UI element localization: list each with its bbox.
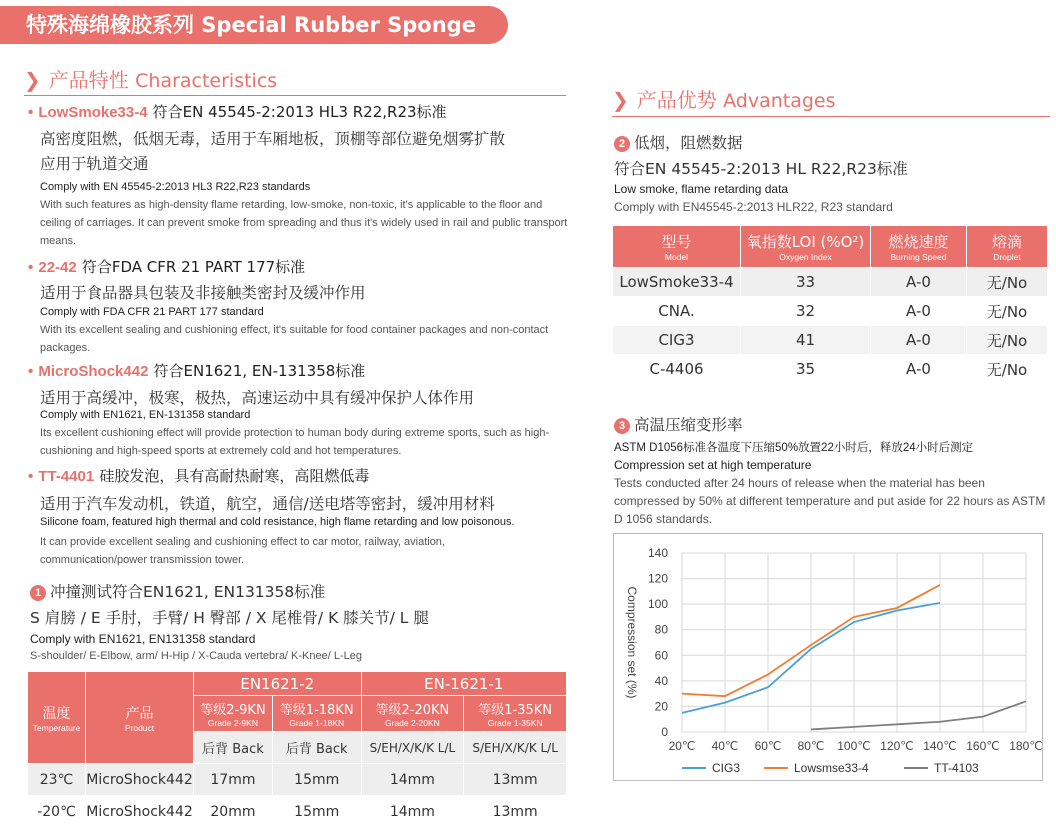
table-row: [613, 326, 1048, 355]
table-row: [613, 268, 1048, 297]
header-model: [613, 226, 741, 268]
x-tick-label: 60℃: [754, 739, 782, 753]
table-cell: CNA.: [613, 297, 741, 326]
y-tick-label: 140: [647, 546, 668, 560]
product-standard: 符合FDA CFR 21 PART 177标准: [81, 258, 306, 276]
body-part-cell: S/EH/X/K/K L/L: [464, 732, 567, 764]
header-en: Model: [664, 252, 689, 262]
level-zh: 等级2-20KN: [375, 703, 450, 718]
table-cell: 17mm: [194, 764, 273, 796]
x-tick-label: 140℃: [923, 739, 957, 753]
impact-title: [30, 580, 325, 602]
level-en: Grade 2-20KN: [385, 718, 440, 728]
y-tick-label: 0: [661, 725, 668, 739]
y-axis-label: Compression set (%): [625, 586, 639, 699]
header-level: [464, 696, 567, 732]
bullet-icon: •: [28, 468, 34, 485]
header-product: [86, 672, 194, 764]
divider: [612, 116, 1050, 117]
description-zh: 适用于高缓冲，极寒，极热，高速运动中具有缓冲保护人体作用: [40, 389, 475, 407]
level-en: Grade 2-9KN: [207, 718, 258, 728]
table-cell: C-4406: [613, 355, 741, 384]
header-group-en1621-2: EN1621-2: [194, 672, 362, 696]
description-zh: 适用于汽车发动机，铁道，航空，通信/送电塔等密封，缓冲用材料: [40, 495, 495, 513]
characteristics-heading-en: Characteristics: [135, 70, 278, 92]
description-en: Comply with FDA CFR 21 PART 177 standard: [40, 306, 264, 318]
product-standard: 符合EN 45545-2:2013 HL3 R22,R23标准: [152, 103, 447, 121]
table-cell: 无/No: [967, 355, 1048, 384]
table-cell: 13mm: [464, 796, 567, 828]
smoke-en-detail: Comply with EN45545-2:2013 HLR22, R23 standard: [614, 200, 893, 214]
table-cell: A-0: [871, 268, 967, 297]
table-row: [28, 764, 567, 796]
table-cell: 无/No: [967, 268, 1048, 297]
description-en-detail: Its excellent cushioning effect will provide protection to human body during extreme sports, such as high-cushioning and high-speed sports at extremely cold and hot temperatures.: [40, 427, 550, 457]
chevron-right-icon: ❯: [24, 68, 41, 92]
header-product-zh: 产品: [125, 705, 154, 722]
header-temp-zh: 温度: [42, 705, 71, 722]
compression-chart-svg: [614, 534, 1044, 782]
level-zh: 等级1-35KN: [478, 703, 553, 718]
level-zh: 等级2-9KN: [200, 703, 266, 718]
advantages-heading-zh: 产品优势: [636, 88, 717, 112]
bullet-icon: •: [28, 104, 34, 121]
header-en: Oxygen Index: [779, 252, 832, 262]
description-zh: 应用于轨道交通: [40, 155, 149, 173]
compress-title-text: 高温压缩变形率: [634, 416, 743, 434]
x-tick-label: 100℃: [837, 739, 871, 753]
table-cell: -20℃: [28, 796, 86, 828]
number-badge-icon: 1: [30, 585, 46, 601]
product-name: 22-42: [38, 259, 77, 276]
x-tick-label: 180℃: [1009, 739, 1043, 753]
description-en-detail: With such features as high-density flame retarding, low-smoke, non-toxic, it's applicable to the floor and ceiling of carriages. It can prevent smoke from spreading and thus it's widely used in rail and public transport means.: [40, 199, 568, 247]
table-row: [613, 355, 1048, 384]
table-cell: 无/No: [967, 297, 1048, 326]
header-en: Burning Speed: [890, 252, 947, 262]
y-tick-label: 100: [647, 597, 668, 612]
number-badge-icon: 3: [614, 418, 630, 434]
smoke-zh: 符合EN 45545-2:2013 HL R22,R23标准: [614, 160, 908, 178]
table-cell: 41: [741, 326, 871, 355]
product-title-22-42: [28, 256, 305, 277]
table-cell: 14mm: [361, 764, 464, 796]
header-zh: 型号: [661, 233, 692, 251]
body-part-cell: 后背 Back: [272, 732, 361, 764]
header-temperature: [28, 672, 86, 764]
smoke-title-text: 低烟，阻燃数据: [634, 134, 743, 152]
x-tick-label: 160℃: [966, 739, 1000, 753]
body-part-cell: 后背 Back: [194, 732, 273, 764]
header-level: [272, 696, 361, 732]
divider: [24, 95, 566, 96]
smoke-table: [612, 225, 1048, 384]
description-zh: 高密度阻燃，低烟无毒，适用于车厢地板，顶棚等部位避免烟雾扩散: [40, 130, 506, 148]
y-tick-label: 120: [647, 571, 668, 586]
level-en: Grade 1-18KN: [289, 718, 345, 728]
header-droplet: [967, 226, 1048, 268]
advantages-heading-en: Advantages: [723, 90, 836, 112]
header-product-en: Product: [124, 722, 155, 733]
smoke-title: [614, 131, 743, 153]
bullet-icon: •: [28, 259, 34, 276]
table-cell: 14mm: [361, 796, 464, 828]
product-title-tt4401: [28, 465, 369, 486]
compress-en: Compression set at high temperature: [614, 458, 812, 472]
table-cell: MicroShock442: [86, 764, 194, 796]
header-zh: 熔滴: [991, 233, 1022, 251]
header-en: Droplet: [993, 252, 1021, 262]
number-badge-icon: 2: [614, 136, 630, 152]
product-name: LowSmoke33-4: [38, 104, 148, 121]
characteristics-heading-zh: 产品特性: [48, 68, 129, 92]
product-name: MicroShock442: [38, 363, 149, 380]
product-title-microshock: [28, 360, 365, 381]
impact-en-detail: S-shoulder/ E-Elbow, arm/ H-Hip / X-Cauda vertebra/ K-Knee/ L-Leg: [30, 650, 362, 662]
table-cell: A-0: [871, 297, 967, 326]
x-tick-label: 120℃: [880, 739, 914, 753]
y-tick-label: 20: [654, 699, 668, 714]
impact-en: Comply with EN1621, EN131358 standard: [30, 632, 256, 646]
description-en-detail: With its excellent sealing and cushioning effect, it's suitable for food container packages and non-contact packages.: [40, 324, 549, 354]
page-banner: 特殊海绵橡胶系列 Special Rubber Sponge: [0, 6, 508, 44]
description-en: Comply with EN 45545-2:2013 HL3 R22,R23 standards: [40, 181, 311, 193]
compress-zh: ASTM D1056标准各温度下压缩50%放置22小时后，释放24小时后测定: [614, 442, 974, 454]
y-tick-label: 40: [654, 673, 668, 688]
header-zh: 氧指数LOI (%O²): [746, 233, 865, 251]
table-cell: 23℃: [28, 764, 86, 796]
product-name: TT-4401: [38, 468, 95, 485]
table-cell: 13mm: [464, 764, 567, 796]
body-part-cell: S/EH/X/K/K L/L: [361, 732, 464, 764]
product-standard: 硅胶发泡，具有高耐热耐寒，高阻燃低毒: [99, 467, 370, 485]
description-en: Comply with EN1621, EN-131358 standard: [40, 409, 251, 421]
y-tick-label: 80: [654, 622, 668, 637]
advantages-heading: [612, 84, 836, 113]
legend-label: Lowsmse33-4: [794, 761, 869, 775]
level-en: Grade 1-35KN: [487, 718, 543, 728]
impact-zh: S 肩膀 / E 手肘，手臂/ H 臀部 / X 尾椎骨/ K 膝关节/ L 腿: [30, 609, 429, 627]
table-cell: 无/No: [967, 326, 1048, 355]
x-tick-label: 20℃: [668, 739, 696, 753]
compression-chart: [613, 533, 1043, 781]
description-en: Silicone foam, featured high thermal and cold resistance, high flame retarding and low poisonous.: [40, 516, 515, 528]
series-line-tt-4103: [811, 701, 1026, 729]
characteristics-heading: [24, 64, 277, 93]
header-burning: [871, 226, 967, 268]
y-tick-label: 60: [654, 648, 668, 663]
x-tick-label: 40℃: [711, 739, 739, 753]
description-zh: 适用于食品器具包装及非接触类密封及缓冲作用: [40, 284, 366, 302]
header-level: [361, 696, 464, 732]
legend-label: TT-4103: [934, 761, 979, 775]
compress-en-detail: Tests conducted after 24 hours of release when the material has been compressed by 50% at different temperature and put aside for 22 hours as ASTM D 1056 standards.: [614, 476, 1046, 526]
description-en-detail: It can provide excellent sealing and cushioning effect to car motor, railway, aviation, communication/power transmission tower.: [40, 536, 445, 566]
table-cell: 35: [741, 355, 871, 384]
table-row: [613, 297, 1048, 326]
product-standard: 符合EN1621, EN-131358标准: [153, 362, 366, 380]
table-cell: 15mm: [272, 764, 361, 796]
header-temp-en: Temperature: [32, 722, 81, 733]
level-zh: 等级1-18KN: [279, 703, 354, 718]
table-cell: MicroShock442: [86, 796, 194, 828]
table-cell: 33: [741, 268, 871, 297]
legend-label: CIG3: [712, 761, 741, 775]
table-cell: A-0: [871, 355, 967, 384]
impact-table: [27, 671, 567, 828]
compress-title: [614, 413, 743, 435]
table-cell: 15mm: [272, 796, 361, 828]
impact-title-text: 冲撞测试符合EN1621, EN131358标准: [50, 583, 326, 601]
table-cell: 20mm: [194, 796, 273, 828]
bullet-icon: •: [28, 363, 34, 380]
header-zh: 燃烧速度: [888, 233, 949, 251]
chevron-right-icon: ❯: [612, 88, 629, 112]
header-oxygen: [741, 226, 871, 268]
x-tick-label: 80℃: [797, 739, 825, 753]
table-row: [28, 796, 567, 828]
product-title-lowsmoke: [28, 101, 447, 122]
table-cell: LowSmoke33-4: [613, 268, 741, 297]
smoke-en: Low smoke, flame retarding data: [614, 182, 789, 196]
table-cell: 32: [741, 297, 871, 326]
table-cell: A-0: [871, 326, 967, 355]
header-group-en1621-1: EN-1621-1: [361, 672, 566, 696]
header-level: [194, 696, 273, 732]
table-cell: CIG3: [613, 326, 741, 355]
